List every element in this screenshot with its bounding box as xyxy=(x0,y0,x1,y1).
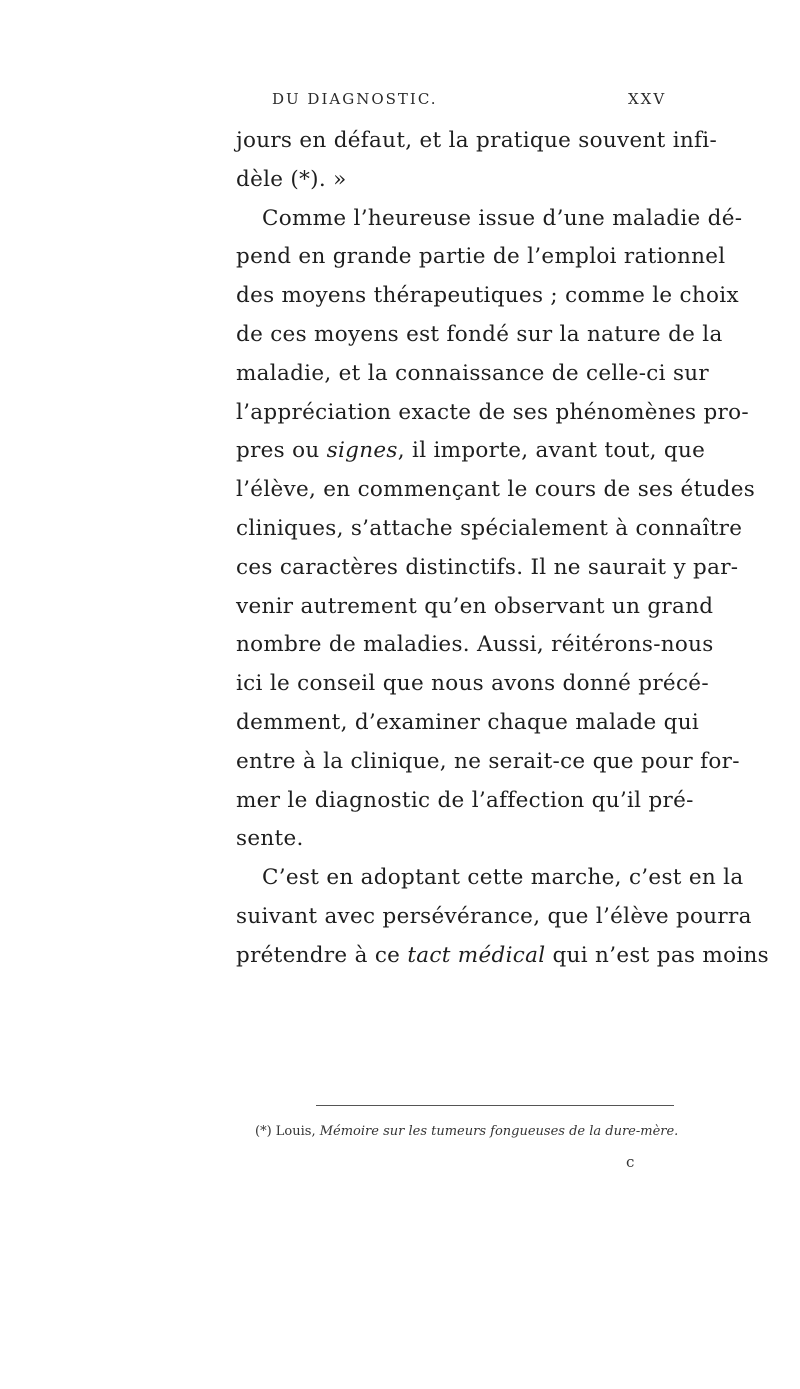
text-segment: venir autrement qu’en observant un grand xyxy=(236,593,714,619)
text-line xyxy=(236,200,743,239)
running-title: DU DIAGNOSTIC. xyxy=(272,90,438,108)
text-line xyxy=(236,898,752,937)
text-line xyxy=(236,238,726,277)
text-segment: mer le diagnostic de l’affection qu’il pré- xyxy=(236,787,694,813)
footnote-divider xyxy=(316,1105,674,1106)
text-segment: l’élève, en commençant le cours de ses études xyxy=(236,477,756,503)
text-segment: cliniques, s’attache spécialement à connaître xyxy=(236,515,743,541)
text-line xyxy=(236,355,709,394)
text-segment: l’appréciation exacte de ses phénomènes pro- xyxy=(236,399,749,425)
text-line xyxy=(236,316,723,355)
text-line xyxy=(236,277,739,316)
signature-mark: c xyxy=(626,1153,635,1171)
text-segment: suivant avec persévérance, que l’élève pourra xyxy=(236,903,752,929)
text-line xyxy=(236,782,694,821)
footnote xyxy=(255,1124,695,1139)
text-segment: demment, d’examiner chaque malade qui xyxy=(236,709,700,735)
text-line xyxy=(236,588,714,627)
text-segment: Comme l’heureuse issue d’une maladie dé- xyxy=(262,205,743,231)
text-segment: dèle (*). » xyxy=(236,166,347,192)
text-line xyxy=(236,510,743,549)
footnote-title: Mémoire sur les tumeurs fongueuses de la dure-mère. xyxy=(319,1124,679,1139)
text-segment: pend en grande partie de l’emploi rationnel xyxy=(236,244,726,270)
footnote-marker: (*) xyxy=(255,1124,272,1139)
text-line xyxy=(236,432,706,471)
text-segment: maladie, et la connaissance de celle-ci sur xyxy=(236,360,709,386)
text-segment: ici le conseil que nous avons donné précé- xyxy=(236,671,709,697)
text-line xyxy=(236,937,769,976)
italic-term: tact médical xyxy=(407,942,546,968)
text-segment: entre à la clinique, ne serait-ce que pour for- xyxy=(236,748,740,774)
text-segment: C’est en adoptant cette marche, c’est en la xyxy=(262,865,744,891)
footnote-author: Louis, xyxy=(271,1124,320,1139)
text-segment: qui n’est pas moins xyxy=(545,942,769,968)
body-text xyxy=(236,122,769,976)
text-line xyxy=(236,704,700,743)
text-line xyxy=(236,122,718,161)
text-line xyxy=(236,549,739,588)
italic-term: signes xyxy=(326,438,398,464)
text-line xyxy=(236,626,714,665)
text-segment: prétendre à ce xyxy=(236,942,408,968)
text-line xyxy=(236,743,740,782)
text-line xyxy=(236,820,688,859)
text-line xyxy=(236,394,749,433)
text-line xyxy=(236,665,709,704)
running-head xyxy=(0,90,800,114)
text-segment: , il importe, avant tout, que xyxy=(397,438,706,464)
text-line xyxy=(236,859,744,898)
text-segment: des moyens thérapeutiques ; comme le choix xyxy=(236,283,739,309)
text-line xyxy=(236,471,756,510)
text-segment: de ces moyens est fondé sur la nature de la xyxy=(236,321,723,347)
text-segment: sente. xyxy=(236,826,304,852)
page-number: XXV xyxy=(628,90,667,108)
text-segment: pres ou xyxy=(236,438,327,464)
text-segment: jours en défaut, et la pratique souvent infi- xyxy=(236,128,718,153)
text-segment: ces caractères distinctifs. Il ne saurait y par- xyxy=(236,554,739,580)
text-line xyxy=(236,161,688,200)
text-segment: nombre de maladies. Aussi, réitérons-nous xyxy=(236,632,714,658)
